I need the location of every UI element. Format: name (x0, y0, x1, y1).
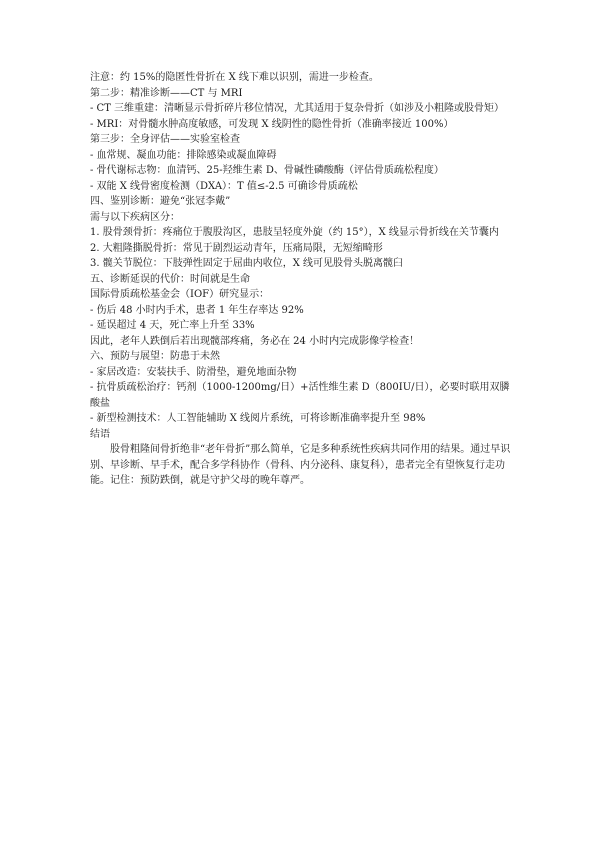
list-item: - 家居改造：安装扶手、防滑垫，避免地面杂物 (90, 366, 297, 378)
document-body (90, 70, 514, 489)
section-heading: 第三步：全身评估——实验室检查 (90, 134, 240, 145)
list-item: - 抗骨质疏松治疗：钙剂（1000-1200mg/日）+活性维生素 D（800IU/日），必要时联用双膦酸盐 (90, 382, 510, 409)
list-item: - MRI：对骨髓水肿高度敏感，可发现 X 线阴性的隐性骨折（准确率接近 100%） (90, 118, 454, 130)
section-heading: 第二步：精准诊断——CT 与 MRI (90, 87, 243, 99)
paragraph-line: 国际骨质疏松基金会（IOF）研究显示： (90, 289, 270, 300)
list-item: - 血常规、凝血功能：排除感染或凝血障碍 (90, 149, 277, 161)
list-item: - 骨代谢标志物：血清钙、25-羟维生素 D、骨碱性磷酸酶（评估骨质疏松程度） (90, 165, 444, 176)
list-item: 3. 髋关节脱位：下肢弹性固定于屈曲内收位，X 线可见股骨头脱离髋臼 (90, 258, 404, 269)
list-item: 1. 股骨颈骨折：疼痛位于腹股沟区，患肢呈轻度外旋（约 15°），X 线显示骨折线在关节囊内 (90, 227, 499, 238)
list-item: 2. 大粗隆撕脱骨折：常见于剧烈运动青年，压痛局限，无短缩畸形 (90, 242, 383, 254)
list-item: - CT 三维重建：清晰显示骨折碎片移位情况，尤其适用于复杂骨折（如涉及小粗隆或股骨矩） (90, 103, 505, 114)
paragraph-line: 需与以下疾病区分： (90, 211, 180, 223)
section-heading: 五、诊断延误的代价：时间就是生命 (90, 273, 250, 285)
list-item: - 延误超过 4 天，死亡率上升至 33% (90, 320, 255, 331)
section-heading: 六、预防与展望：防患于未然 (90, 351, 220, 362)
list-item: - 新型检测技术：人工智能辅助 X 线阅片系统，可将诊断准确率提升至 98% (90, 413, 426, 424)
paragraph-line: 因此，老年人跌倒后若出现髋部疼痛，务必在 24 小时内完成影像学检查！ (90, 335, 420, 347)
list-item: - 伤后 48 小时内手术，患者 1 年生存率达 92% (90, 304, 304, 316)
section-heading: 四、鉴别诊断：避免“张冠李戴” (90, 196, 231, 207)
list-item: - 双能 X 线骨密度检测（DXA）：T 值≤-2.5 可确诊骨质疏松 (90, 180, 358, 192)
conclusion-paragraph: 股骨粗隆间骨折绝非“老年骨折”那么简单，它是多种系统性疾病共同作用的结果。通过早识别、早诊断、早手术，配合多学科协作（骨科、内分泌科、康复科），患者完全有望恢复行走功能。记住：预防跌倒，就是守护父母的晚年尊严。 (90, 444, 511, 486)
note-line: 注意：约 15%的隐匿性骨折在 X 线下难以识别，需进一步检查。 (90, 72, 379, 83)
section-heading: 结语 (90, 428, 110, 440)
